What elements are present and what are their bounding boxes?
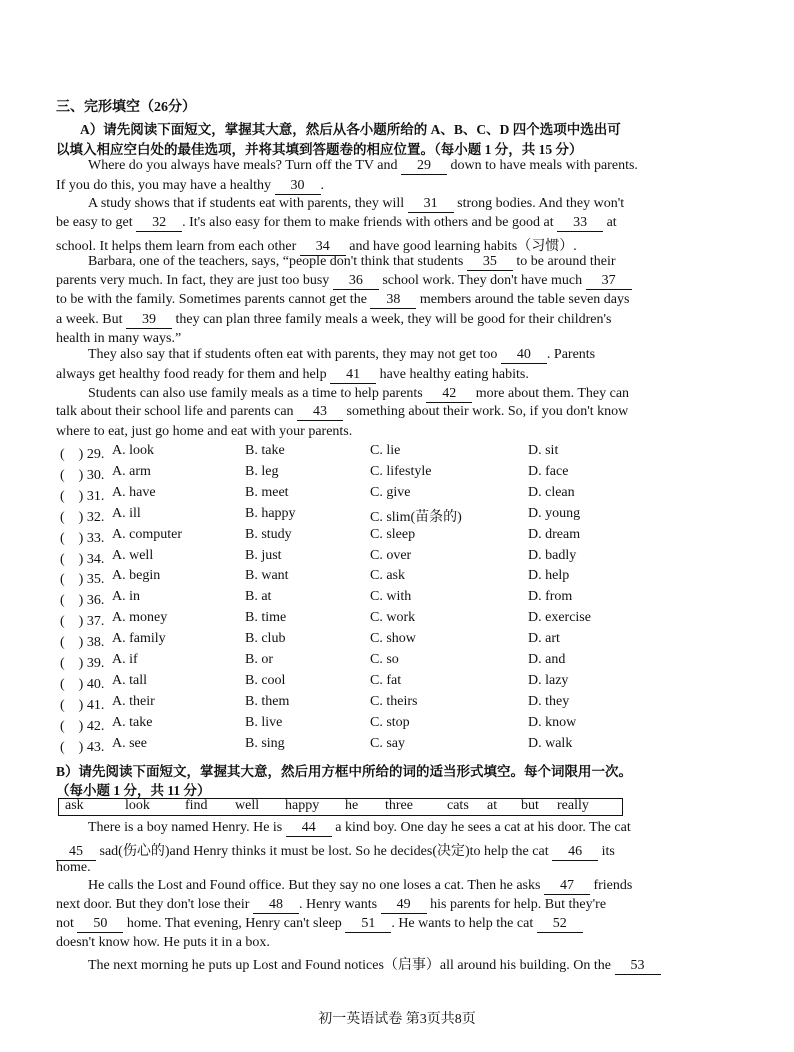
answer-blank: 31 xyxy=(408,197,454,213)
option-d[interactable]: D. badly xyxy=(528,547,577,563)
answer-blank: 46 xyxy=(552,845,598,861)
option-d[interactable]: D. dream xyxy=(528,526,581,542)
question-number: ( ) 34. xyxy=(60,551,105,567)
passage-line: a week. But 39 they can plan three family meals a week, they will be good for their children's xyxy=(56,312,612,327)
option-a[interactable]: A. ill xyxy=(112,505,141,521)
question-number: ( ) 33. xyxy=(60,530,105,546)
option-d[interactable]: D. sit xyxy=(528,443,559,458)
question-number: ( ) 42. xyxy=(60,718,105,734)
answer-blank: 44 xyxy=(286,821,332,837)
option-b[interactable]: B. study xyxy=(245,526,292,542)
answer-blank: 29 xyxy=(401,159,447,175)
option-c[interactable]: C. so xyxy=(370,652,399,667)
passage-line: Barbara, one of the teachers, says, “people don't think that students 35 to be around their xyxy=(88,254,616,269)
option-a[interactable]: A. have xyxy=(112,484,156,500)
passage-line: He calls the Lost and Found office. But they say no one loses a cat. Then he asks 47 friends xyxy=(88,878,633,893)
option-c[interactable]: C. give xyxy=(370,484,411,500)
option-a[interactable]: A. if xyxy=(112,652,138,667)
answer-blank: 38 xyxy=(370,293,416,309)
passage-line: Students can also use family meals as a time to help parents 42 more about them. They can xyxy=(88,386,630,401)
option-row xyxy=(60,589,760,609)
option-c[interactable]: C. sleep xyxy=(370,526,416,542)
option-a[interactable]: A. computer xyxy=(112,526,182,542)
answer-blank: 45 xyxy=(56,845,96,861)
option-d[interactable]: D. clean xyxy=(528,484,575,500)
option-c[interactable]: C. show xyxy=(370,631,416,647)
option-c[interactable]: C. say xyxy=(370,735,405,751)
option-a[interactable]: A. look xyxy=(112,443,154,458)
passage-line: parents very much. In fact, they are just too busy 36 school work. They don't have much 37 xyxy=(56,273,632,290)
option-c[interactable]: C. theirs xyxy=(370,693,418,709)
option-b[interactable]: B. live xyxy=(245,714,283,730)
option-a[interactable]: A. family xyxy=(112,631,166,647)
part-b-instruction-1: B）请先阅读下面短文，掌握其大意，然后用方框中所给的词的适当形式填空。每个词限用一次。 xyxy=(56,764,633,779)
option-row xyxy=(60,506,760,526)
option-c[interactable]: C. over xyxy=(370,547,412,563)
option-d[interactable]: D. and xyxy=(528,652,566,667)
option-a[interactable]: A. well xyxy=(112,547,154,563)
answer-blank: 37 xyxy=(586,274,632,290)
option-c[interactable]: C. ask xyxy=(370,568,405,584)
option-c[interactable]: C. with xyxy=(370,589,412,605)
option-row xyxy=(60,694,760,714)
option-row xyxy=(60,527,760,547)
answer-blank: 41 xyxy=(330,368,376,384)
option-b[interactable]: B. want xyxy=(245,568,289,584)
option-a[interactable]: A. arm xyxy=(112,463,151,479)
option-b[interactable]: B. at xyxy=(245,589,272,605)
part-b-instruction-2: （每小题 1 分，共 11 分） xyxy=(56,783,211,798)
word-bank-item: three xyxy=(385,798,413,813)
answer-blank: 36 xyxy=(333,274,379,290)
question-number: ( ) 36. xyxy=(60,593,105,609)
passage-line: If you do this, you may have a healthy 30 . xyxy=(56,178,325,193)
option-b[interactable]: B. meet xyxy=(245,484,289,500)
option-c[interactable]: C. slim(苗条的) xyxy=(370,509,462,525)
option-d[interactable]: D. walk xyxy=(528,735,573,751)
word-bank-item: really xyxy=(557,798,589,813)
option-c[interactable]: C. lifestyle xyxy=(370,463,432,479)
option-b[interactable]: B. leg xyxy=(245,463,279,479)
passage-line: always get healthy food ready for them and help 41 have healthy eating habits. xyxy=(56,367,529,382)
question-number: ( ) 38. xyxy=(60,635,105,651)
answer-blank: 51 xyxy=(345,917,391,933)
answer-blank: 50 xyxy=(77,917,123,933)
option-a[interactable]: A. money xyxy=(112,610,168,626)
word-bank-box xyxy=(58,798,623,816)
passage-line: to be with the family. Sometimes parents cannot get the 38 members around the table seven days xyxy=(56,292,630,307)
question-number: ( ) 29. xyxy=(60,447,105,462)
option-d[interactable]: D. exercise xyxy=(528,610,591,626)
word-bank-item: look xyxy=(125,798,150,813)
option-d[interactable]: D. face xyxy=(528,463,569,479)
option-a[interactable]: A. tall xyxy=(112,672,147,688)
option-b[interactable]: B. them xyxy=(245,693,290,709)
option-d[interactable]: D. they xyxy=(528,693,570,709)
option-b[interactable]: B. club xyxy=(245,631,286,647)
option-d[interactable]: D. help xyxy=(528,568,570,584)
option-row xyxy=(60,464,760,484)
option-a[interactable]: A. their xyxy=(112,693,155,709)
option-row xyxy=(60,652,760,672)
answer-blank: 35 xyxy=(467,255,513,271)
passage-line: not 50 home. That evening, Henry can't sleep 51 . He wants to help the cat 52 xyxy=(56,916,583,933)
passage-line: Where do you always have meals? Turn off the TV and 29 down to have meals with parents. xyxy=(88,158,638,173)
answer-blank: 33 xyxy=(557,216,603,232)
question-number: ( ) 43. xyxy=(60,739,105,755)
option-b[interactable]: B. take xyxy=(245,443,285,458)
answer-blank: 52 xyxy=(537,917,583,933)
answer-blank: 34 xyxy=(300,240,346,256)
option-row xyxy=(60,673,760,693)
word-bank-item: cats xyxy=(447,798,469,813)
option-b[interactable]: B. happy xyxy=(245,505,296,521)
passage-line: 45 sad(伤心的)and Henry thinks it must be lost. So he decides(决定)to help the cat 46 its xyxy=(56,840,615,861)
word-bank-item: well xyxy=(235,798,260,813)
question-number: ( ) 30. xyxy=(60,467,105,483)
option-d[interactable]: D. know xyxy=(528,714,577,730)
answer-blank: 32 xyxy=(136,216,182,232)
option-a[interactable]: A. take xyxy=(112,714,153,730)
option-a[interactable]: A. begin xyxy=(112,568,161,584)
option-row xyxy=(60,610,760,630)
answer-blank: 53 xyxy=(615,959,661,975)
word-bank-item: ask xyxy=(65,798,84,813)
answer-blank: 48 xyxy=(253,898,299,914)
option-row xyxy=(60,443,760,463)
passage-line: where to eat, just go home and eat with your parents. xyxy=(56,424,353,439)
option-row xyxy=(60,631,760,651)
section-heading: 三、完形填空（26分） xyxy=(56,100,196,115)
answer-blank: 42 xyxy=(426,387,472,403)
word-bank-item: happy xyxy=(285,798,320,813)
option-b[interactable]: B. or xyxy=(245,652,273,667)
part-a-instruction-2: 以填入相应空白处的最佳选项，并将其填到答题卷的相应位置。（每小题 1 分，共 15 分） xyxy=(56,142,583,157)
question-number: ( ) 35. xyxy=(60,572,105,588)
word-bank-item: find xyxy=(185,798,208,813)
passage-line: The next morning he puts up Lost and Found notices（启事）all around his building. On the 53 xyxy=(88,954,661,975)
option-a[interactable]: A. in xyxy=(112,589,140,605)
passage-line: There is a boy named Henry. He is 44 a kind boy. One day he sees a cat at his door. The cat xyxy=(88,820,631,835)
passage-line: doesn't know how. He puts it in a box. xyxy=(56,935,270,950)
part-a-instruction-1: A）请先阅读下面短文，掌握其大意，然后从各小题所给的 A、B、C、D 四个选项中选出可 xyxy=(80,122,621,137)
answer-blank: 43 xyxy=(297,405,343,421)
page-footer: 初一英语试卷 第3页共8页 xyxy=(318,1012,476,1027)
passage-line: school. It helps them learn from each other 34 and have good learning habits（习惯）. xyxy=(56,239,577,254)
passage-line: They also say that if students often eat with parents, they may not get too 40 . Parents xyxy=(88,347,596,362)
option-c[interactable]: C. fat xyxy=(370,672,402,688)
passage-line: next door. But they don't lose their 48 . Henry wants 49 his parents for help. But they're xyxy=(56,897,607,912)
option-c[interactable]: C. lie xyxy=(370,443,401,458)
option-b[interactable]: B. cool xyxy=(245,672,286,688)
question-number: ( ) 31. xyxy=(60,488,105,504)
passage-line: health in many ways.” xyxy=(56,331,182,346)
question-number: ( ) 32. xyxy=(60,509,105,525)
question-number: ( ) 41. xyxy=(60,697,105,713)
passage-line: be easy to get 32 . It's also easy for them to make friends with others and be good at 33 at xyxy=(56,215,617,230)
question-number: ( ) 40. xyxy=(60,676,105,692)
option-c[interactable]: C. work xyxy=(370,610,416,626)
option-row xyxy=(60,548,760,568)
option-d[interactable]: D. young xyxy=(528,505,581,521)
word-bank-item: but xyxy=(521,798,539,813)
passage-line: A study shows that if students eat with parents, they will 31 strong bodies. And they won't xyxy=(88,196,625,211)
passage-line: home. xyxy=(56,860,91,875)
option-row xyxy=(60,485,760,505)
option-d[interactable]: D. from xyxy=(528,589,573,605)
question-number: ( ) 37. xyxy=(60,614,105,630)
question-number: ( ) 39. xyxy=(60,656,105,671)
option-row xyxy=(60,736,760,756)
word-bank-item: at xyxy=(487,798,498,813)
answer-blank: 40 xyxy=(501,348,547,364)
answer-blank: 47 xyxy=(544,879,590,895)
option-c[interactable]: C. stop xyxy=(370,714,410,730)
option-d[interactable]: D. lazy xyxy=(528,672,569,688)
option-d[interactable]: D. art xyxy=(528,631,560,647)
option-b[interactable]: B. sing xyxy=(245,735,285,751)
option-row xyxy=(60,568,760,588)
passage-line: talk about their school life and parents can 43 something about their work. So, if you don't know xyxy=(56,404,629,419)
answer-blank: 49 xyxy=(381,898,427,914)
option-b[interactable]: B. time xyxy=(245,610,287,626)
option-b[interactable]: B. just xyxy=(245,547,282,563)
option-row xyxy=(60,715,760,735)
answer-blank: 30 xyxy=(275,179,321,195)
option-a[interactable]: A. see xyxy=(112,735,147,751)
answer-blank: 39 xyxy=(126,313,172,329)
word-bank-item: he xyxy=(345,798,359,813)
